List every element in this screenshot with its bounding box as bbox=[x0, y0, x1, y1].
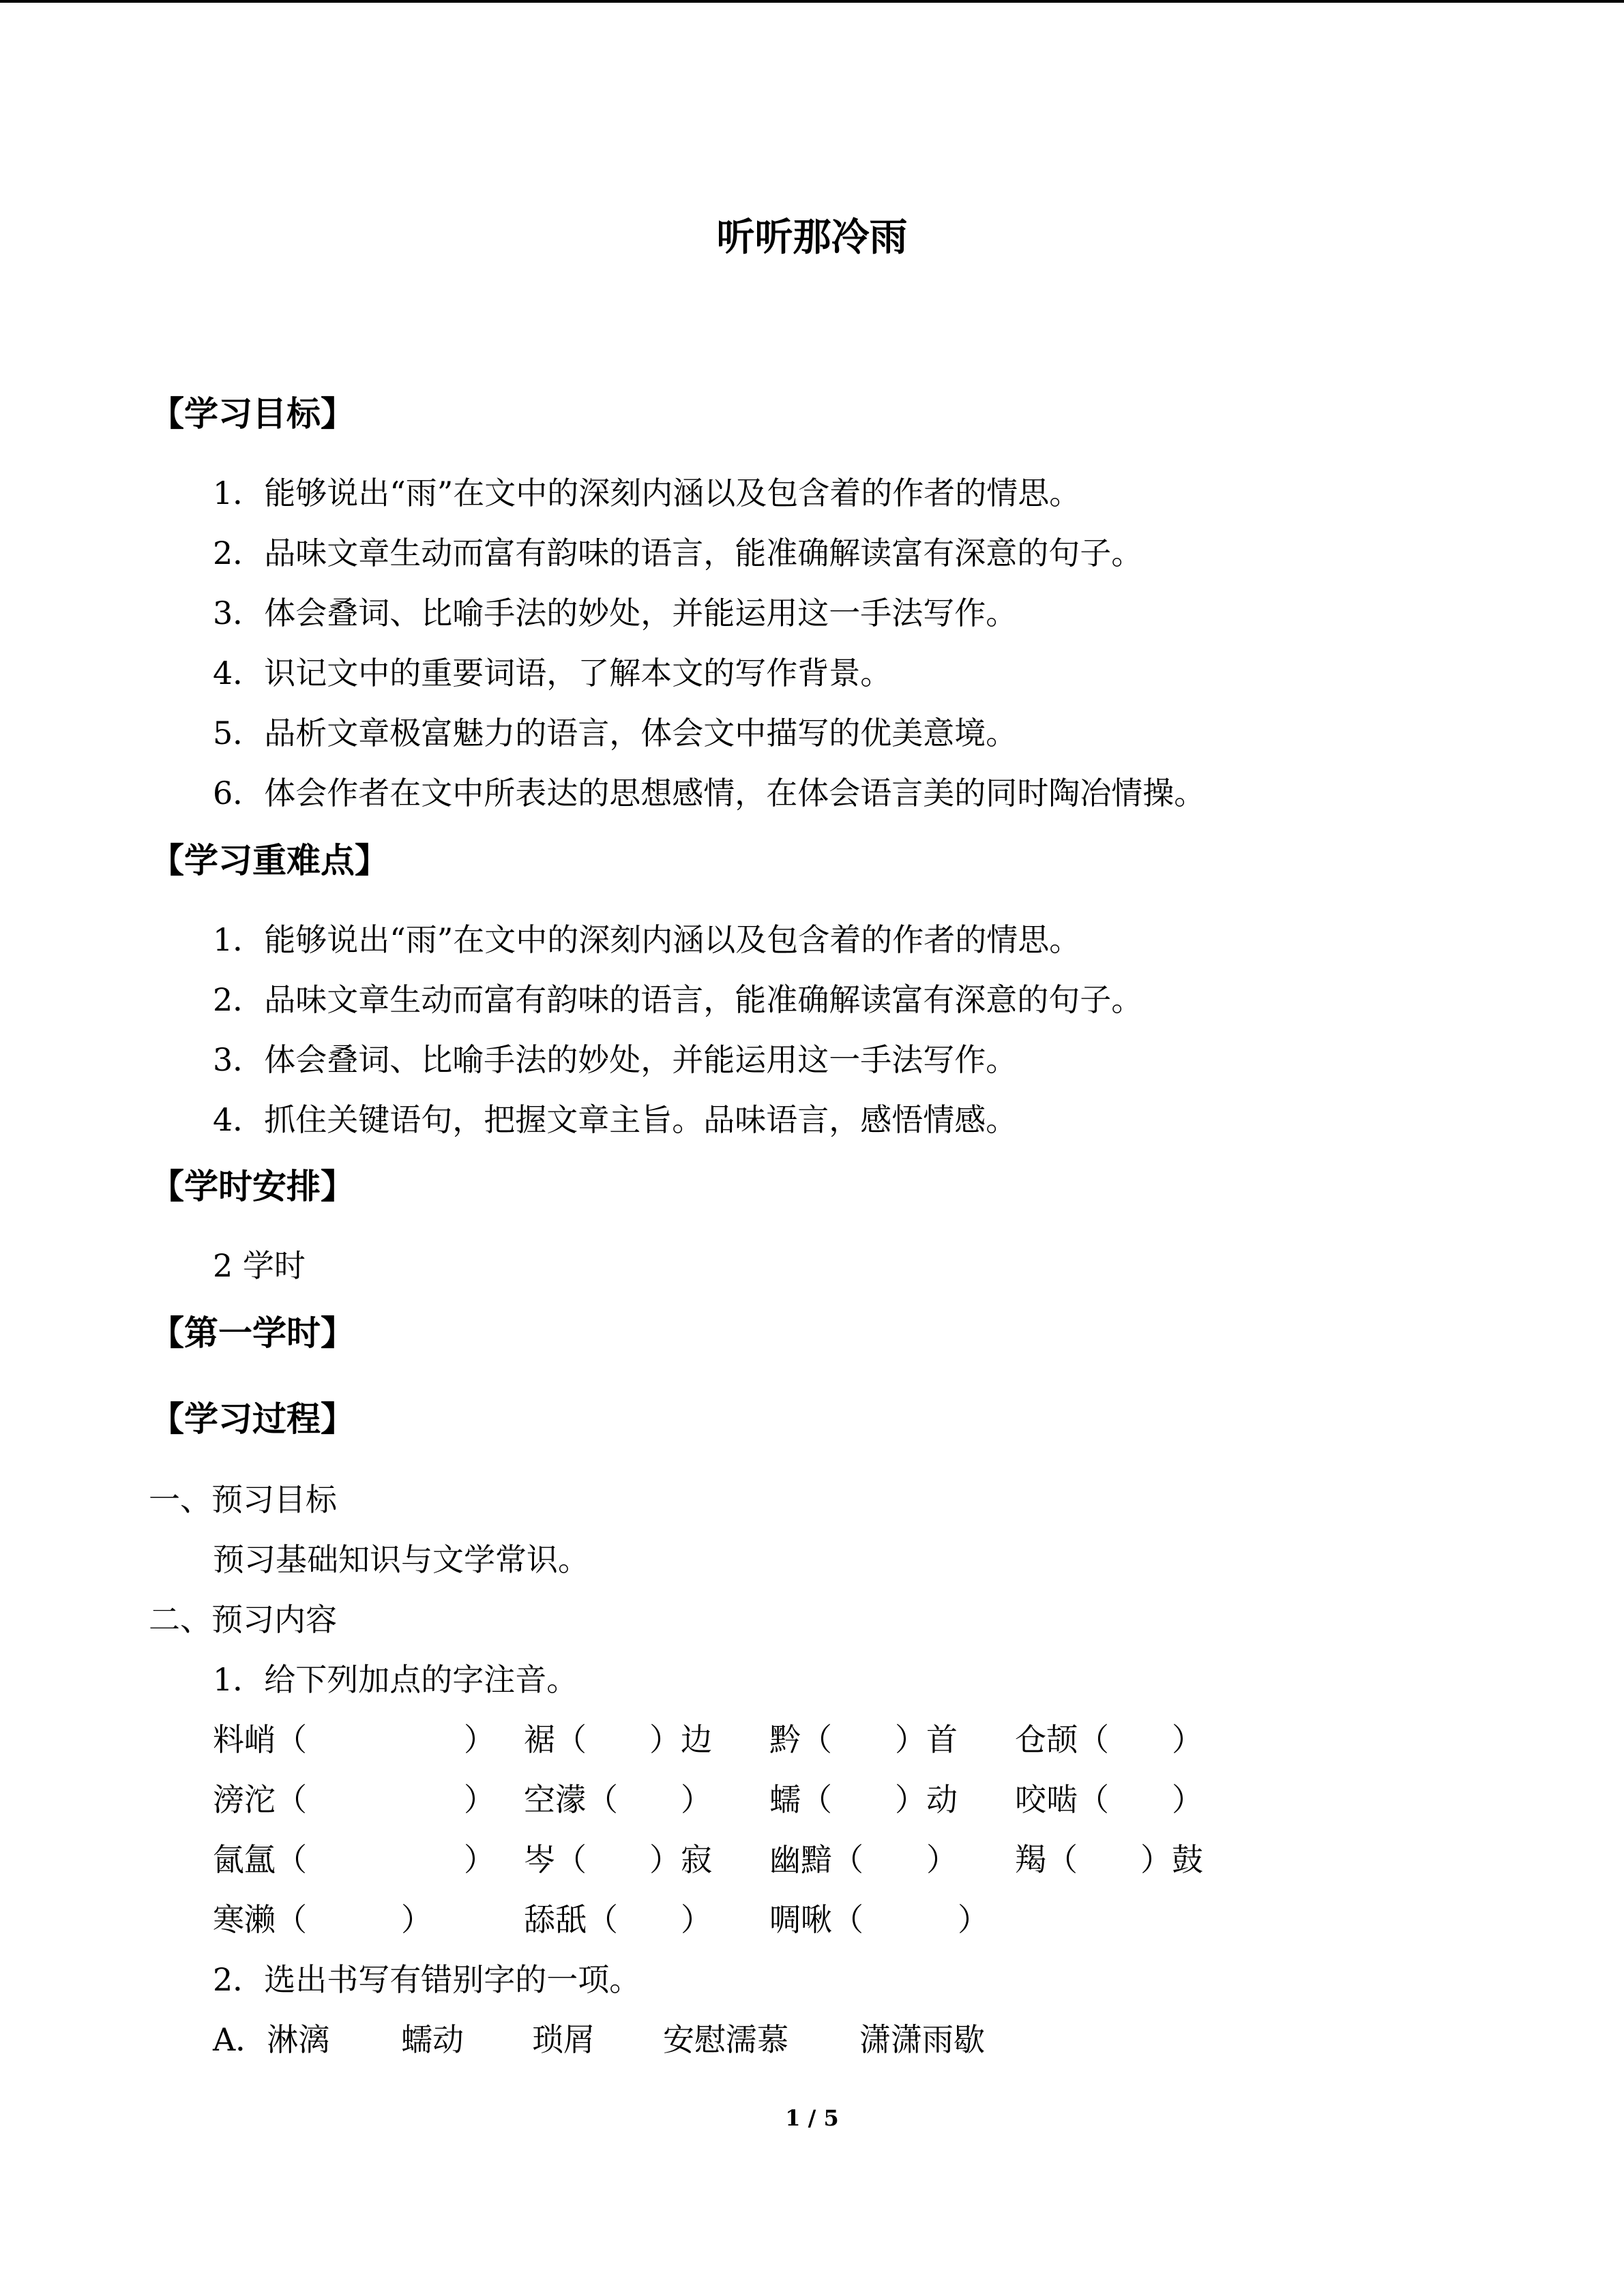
pinyin-cell: 裾（ ）边 bbox=[524, 1721, 712, 1758]
pinyin-cell: 氤氲（ ） bbox=[213, 1841, 495, 1878]
option-a-word: 安慰濡慕 bbox=[663, 2021, 788, 2058]
pinyin-cell: 寒濑（ ） bbox=[213, 1901, 432, 1938]
key-points-item: 3．体会叠词、比喻手法的妙处，并能运用这一手法写作。 bbox=[213, 1041, 1018, 1078]
goals-heading: 【学习目标】 bbox=[150, 393, 355, 434]
pinyin-cell: 蠕（ ）动 bbox=[769, 1781, 958, 1818]
first-period-heading: 【第一学时】 bbox=[150, 1313, 355, 1353]
pinyin-cell: 滂沱（ ） bbox=[213, 1781, 495, 1818]
schedule-heading: 【学时安排】 bbox=[150, 1166, 355, 1206]
option-a-word: 蠕动 bbox=[401, 2021, 464, 2058]
preview-content-title: 二、预习内容 bbox=[149, 1601, 337, 1638]
key-points-item: 4．抓住关键语句，把握文章主旨。品味语言，感悟情感。 bbox=[213, 1101, 1018, 1138]
question-1: 1．给下列加点的字注音。 bbox=[213, 1661, 578, 1698]
pinyin-cell: 岑（ ）寂 bbox=[524, 1841, 712, 1878]
key-points-item: 1．能够说出“雨”在文中的深刻内涵以及包含着的作者的情思。 bbox=[213, 921, 1081, 958]
goals-item: 6．体会作者在文中所表达的思想感情，在体会语言美的同时陶冶情操。 bbox=[213, 775, 1206, 811]
page-number: 1 / 5 bbox=[785, 2105, 839, 2131]
pinyin-cell: 啁啾（ ） bbox=[769, 1901, 989, 1938]
goals-item: 5．品析文章极富魅力的语言，体会文中描写的优美意境。 bbox=[213, 715, 1018, 751]
schedule-text: 2 学时 bbox=[213, 1247, 306, 1284]
pinyin-cell: 幽黯（ ） bbox=[769, 1841, 958, 1878]
document-title: 听听那冷雨 bbox=[716, 215, 908, 260]
goals-item: 1．能够说出“雨”在文中的深刻内涵以及包含着的作者的情思。 bbox=[213, 475, 1081, 511]
key-points-item: 2．品味文章生动而富有韵味的语言，能准确解读富有深意的句子。 bbox=[213, 981, 1143, 1018]
option-a-word: 潇潇雨歇 bbox=[859, 2021, 985, 2058]
option-a-word: A．淋漓 bbox=[213, 2021, 330, 2058]
goals-item: 3．体会叠词、比喻手法的妙处，并能运用这一手法写作。 bbox=[213, 595, 1018, 631]
top-border-line bbox=[0, 0, 1624, 3]
question-2: 2．选出书写有错别字的一项。 bbox=[213, 1961, 641, 1998]
pinyin-cell: 空濛（ ） bbox=[524, 1781, 712, 1818]
pinyin-cell: 料峭（ ） bbox=[213, 1721, 495, 1758]
pinyin-cell: 黔（ ）首 bbox=[769, 1721, 958, 1758]
preview-goal-title: 一、预习目标 bbox=[149, 1481, 337, 1518]
pinyin-cell: 羯（ ）鼓 bbox=[1015, 1841, 1203, 1878]
key-points-heading: 【学习重难点】 bbox=[150, 840, 389, 880]
process-heading: 【学习过程】 bbox=[150, 1399, 355, 1439]
pinyin-cell: 仓颉（ ） bbox=[1015, 1721, 1203, 1758]
preview-goal-text: 预习基础知识与文学常识。 bbox=[213, 1541, 589, 1578]
option-a-word: 琐屑 bbox=[532, 2021, 595, 2058]
goals-item: 4．识记文中的重要词语，了解本文的写作背景。 bbox=[213, 655, 892, 691]
pinyin-cell: 舔舐（ ） bbox=[524, 1901, 712, 1938]
goals-item: 2．品味文章生动而富有韵味的语言，能准确解读富有深意的句子。 bbox=[213, 535, 1143, 571]
pinyin-cell: 咬啮（ ） bbox=[1015, 1781, 1203, 1818]
